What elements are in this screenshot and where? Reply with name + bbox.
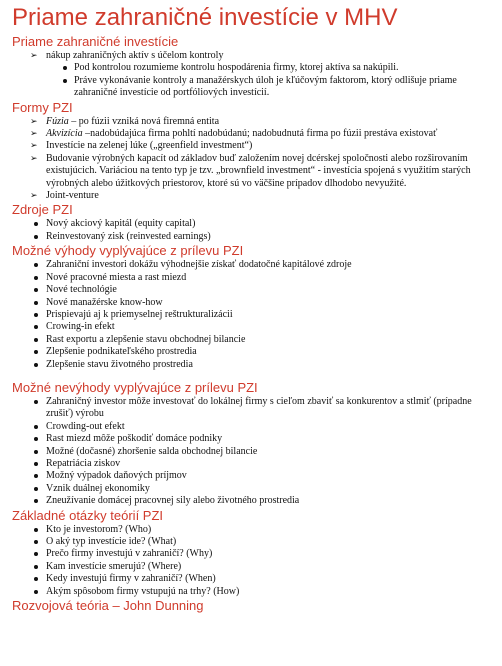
- list-item: Nový akciový kapitál (equity capital): [8, 218, 494, 230]
- list-item: Kam investície smerujú? (Where): [8, 561, 494, 573]
- section-heading-vyhody: Možné výhody vyplývajúce z prílevu PZI: [12, 243, 244, 259]
- nevyhody-list: [8, 396, 494, 508]
- otazky-list: [8, 524, 494, 598]
- list-item: O aký typ investície ide? (What): [8, 536, 494, 548]
- list-item: ➢ Budovanie výrobných kapacít od základov buď založením novej dcérskej spoločnosti alebo rozširovaním existujúcich. Variáciou na tento typ je tzv. „brownfield investment“ - investícia spojená s využitím starých výrobných alebo úžitkových priestorov, ktoré sú vo väčšine prípadov dlhodobo nevyužité.: [8, 153, 494, 190]
- list-item: Kto je investorom? (Who): [8, 524, 494, 536]
- list-item: Nové manažérske know-how: [8, 297, 494, 309]
- list-item: Zneužívanie domácej pracovnej sily alebo životného prostredia: [8, 495, 494, 507]
- list-item: Vznik duálnej ekonomiky: [8, 483, 494, 495]
- section-heading-rozvojova-teoria: Rozvojová teória – John Dunning: [12, 598, 204, 614]
- list-item: Crowing-in efekt: [8, 321, 494, 333]
- list-item: Nové pracovné miesta a rast miezd: [8, 272, 494, 284]
- section-heading-zdroje: Zdroje PZI: [12, 202, 73, 218]
- list-item: Nové technológie: [8, 284, 494, 296]
- page-title: Priame zahraničné investície v MHV: [12, 4, 398, 31]
- list-item: Repatriácia ziskov: [8, 458, 494, 470]
- list-item: Rast miezd môže poškodiť domáce podniky: [8, 433, 494, 445]
- zdroje-list: [8, 218, 494, 243]
- pzi-list: [8, 50, 494, 100]
- section-heading-otazky: Základné otázky teórií PZI: [12, 507, 164, 523]
- list-item: ➢ Joint-venture: [8, 190, 494, 202]
- section-heading-pzi: Priame zahraničné investície: [12, 34, 179, 49]
- list-item: ➢ Akvizícia –nadobúdajúca firma pohltí nadobúdanú; nadobudnutá firma po fúzii prestáva existovať: [8, 128, 494, 140]
- list-item: Zahraničný investor môže investovať do lokálnej firmy s cieľom zbaviť sa konkurentov a stlmiť (prípadne zrušiť) výrobu: [8, 396, 494, 421]
- list-item: Možné (dočasné) zhoršenie salda obchodnej bilancie: [8, 446, 494, 458]
- list-item: Zlepšenie podnikateľského prostredia: [8, 346, 494, 358]
- formy-list: [8, 116, 494, 203]
- list-item: ➢ Investície na zelenej lúke („greenfield investment“): [8, 140, 494, 152]
- list-subitem: Práve vykonávanie kontroly a manažérskych úloh je kľúčovým faktorom, ktorý odlišuje priame zahraničné investície od portfóliových investícií.: [8, 75, 494, 100]
- list-item: ➢ Fúzia – po fúzii vzniká nová firemná entita: [8, 116, 494, 128]
- list-subitem: Pod kontrolou rozumieme kontrolu hospodárenia firmy, ktorej aktíva sa nakúpili.: [8, 62, 494, 74]
- list-item: ➢ nákup zahraničných aktív s účelom kontroly: [8, 50, 494, 62]
- list-item: Rast exportu a zlepšenie stavu obchodnej bilancie: [8, 334, 494, 346]
- term-fuzia: Fúzia: [46, 115, 69, 127]
- list-item: Crowding-out efekt: [8, 421, 494, 433]
- list-item: Prečo firmy investujú v zahraničí? (Why): [8, 548, 494, 560]
- list-item: Prispievajú aj k priemyselnej reštrukturalizácii: [8, 309, 494, 321]
- term-akvizicia: Akvizícia: [46, 128, 83, 140]
- vyhody-list: [8, 259, 494, 371]
- section-heading-formy: Formy PZI: [12, 99, 73, 115]
- list-item: Zlepšenie stavu životného prostredia: [8, 359, 494, 371]
- list-item: Kedy investujú firmy v zahraničí? (When): [8, 573, 494, 585]
- list-item: Možný výpadok daňových príjmov: [8, 470, 494, 482]
- list-item: Reinvestovaný zisk (reinvested earnings): [8, 231, 494, 243]
- section-heading-nevyhody: Možné nevýhody vyplývajúce z prílevu PZI: [12, 379, 258, 395]
- list-item: Akým spôsobom firmy vstupujú na trhy? (How): [8, 586, 494, 598]
- list-item: Zahraniční investori dokážu výhodnejšie získať dodatočné kapitálové zdroje: [8, 259, 494, 271]
